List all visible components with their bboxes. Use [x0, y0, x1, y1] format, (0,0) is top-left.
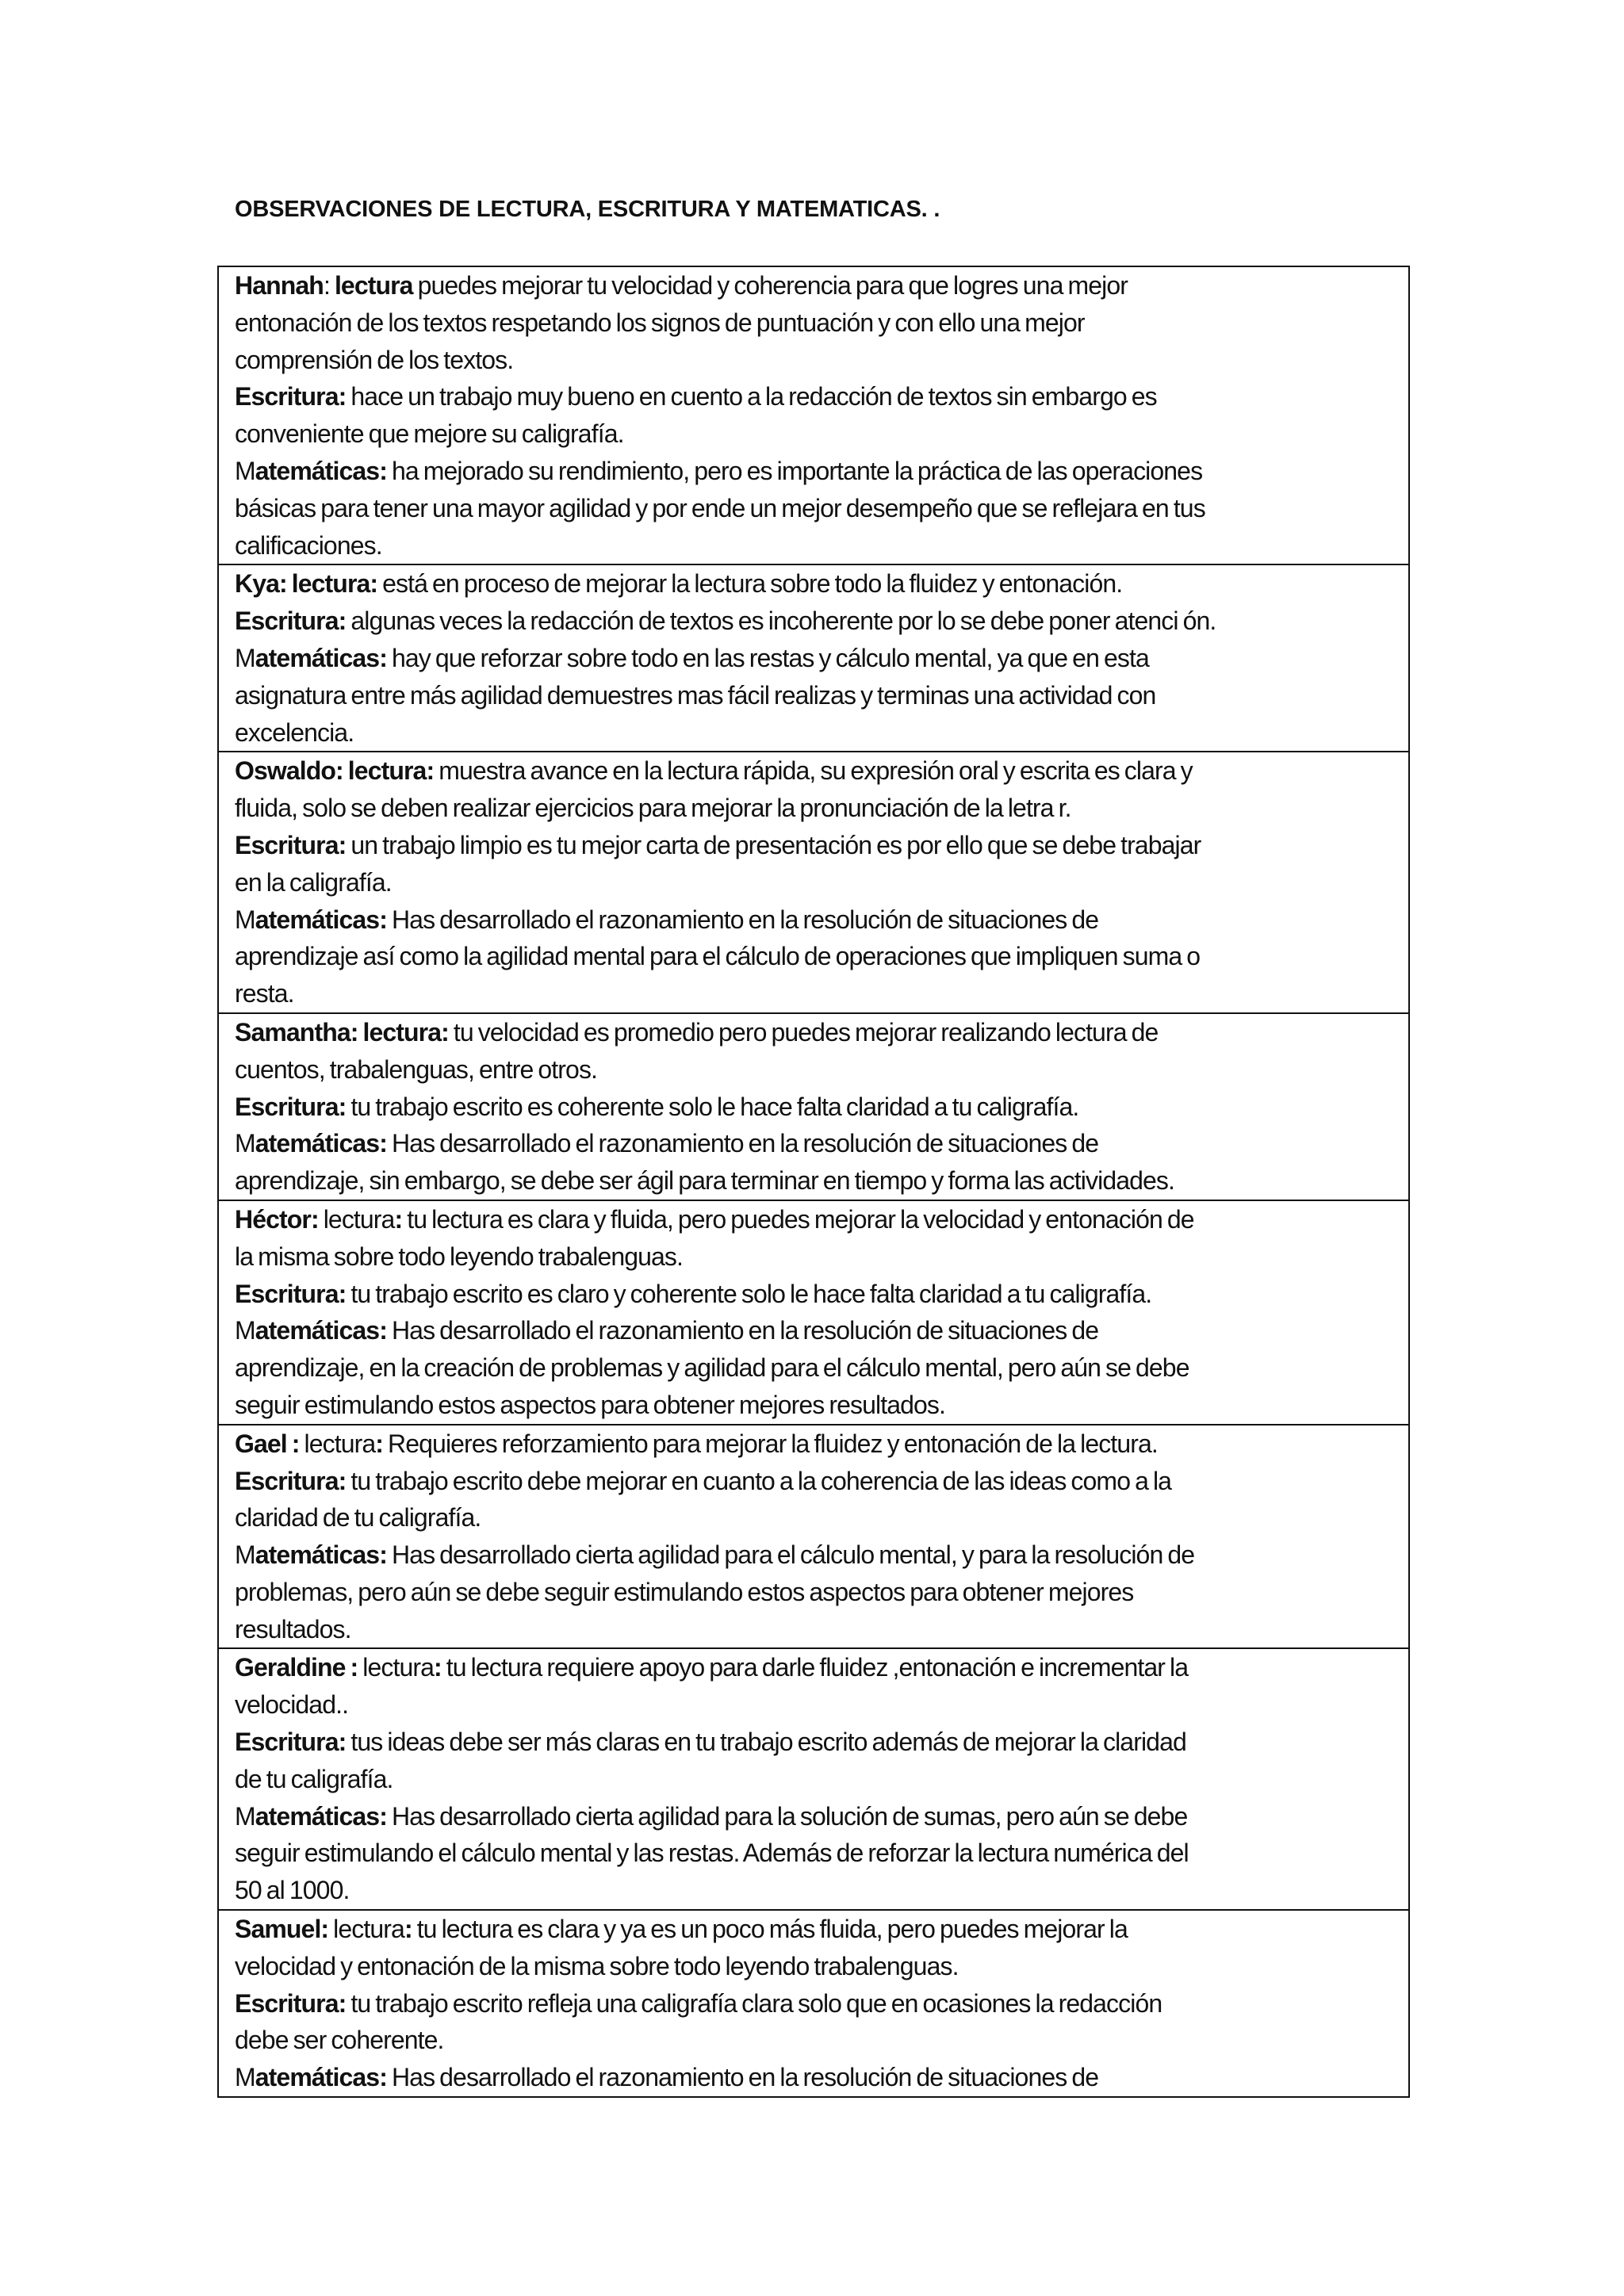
student-observation-cell	[218, 1648, 1409, 1910]
student-observation-cell	[218, 1425, 1409, 1649]
observation-text: tu velocidad es promedio pero puedes mejorar realizando lectura de	[448, 1017, 1159, 1047]
observation-text: Has desarrollado el razonamiento en la resolución de situaciones de	[386, 2063, 1099, 2092]
observation-line	[235, 1238, 1396, 1276]
observation-line	[235, 2059, 1396, 2096]
student-row	[218, 1425, 1409, 1649]
observation-text: Has desarrollado cierta agilidad para la solución de sumas, pero aún se debe	[386, 1801, 1188, 1831]
observation-text: muestra avance en la lectura rápida, su expresión oral y escrita es clara y	[434, 756, 1193, 786]
observation-text: conveniente que mejore su caligrafía.	[235, 419, 624, 449]
observation-text: tu trabajo escrito refleja una caligrafía clara solo que en ocasiones la redacción	[346, 1988, 1162, 2018]
observation-line	[235, 453, 1396, 490]
observation-line	[235, 1276, 1396, 1313]
bold-label-text: Gael :	[235, 1429, 300, 1458]
observation-line	[235, 827, 1396, 864]
student-observation-cell	[218, 1013, 1409, 1200]
observation-line	[235, 1162, 1396, 1200]
observation-text: está en proceso de mejorar la lectura sobre todo la fluidez y entonación.	[377, 569, 1123, 599]
observation-text: algunas veces la redacción de textos es incoherente por lo se debe poner atenci ón.	[346, 607, 1216, 636]
bold-label-text: :	[404, 1915, 412, 1944]
observation-line	[235, 1125, 1396, 1162]
observation-text: aprendizaje así como la agilidad mental para el cálculo de operaciones que impliquen suma o	[235, 942, 1201, 971]
bold-label-text: lectura	[334, 271, 413, 300]
observation-line	[235, 1872, 1396, 1909]
observation-line	[235, 1649, 1396, 1686]
observation-text: :	[323, 271, 335, 300]
observation-text: tus ideas debe ser más claras en tu trabajo escrito además de mejorar la claridad	[346, 1728, 1186, 1757]
bold-label-text: Escritura:	[235, 1728, 347, 1757]
observation-text: seguir estimulando el cálculo mental y las restas. Además de reforzar la lectura numérica del	[235, 1839, 1189, 1868]
observation-text: Has desarrollado cierta agilidad para el cálculo mental, y para la resolución de	[386, 1540, 1195, 1570]
student-observation-cell	[218, 1200, 1409, 1425]
observation-text: la misma sobre todo leyendo trabalenguas.	[235, 1242, 684, 1271]
observation-line	[235, 714, 1396, 752]
observation-text: tu trabajo escrito es coherente solo le hace falta claridad a tu caligrafía.	[346, 1092, 1079, 1121]
observation-line	[235, 1014, 1396, 1051]
bold-label-text: :	[394, 1204, 403, 1234]
observation-text: un trabajo limpio es tu mejor carta de presentación es por ello que se debe trabajar	[346, 830, 1201, 859]
observation-text: M	[235, 1129, 255, 1158]
bold-label-text: Escritura:	[235, 1466, 347, 1495]
observation-text: de tu caligrafía.	[235, 1764, 393, 1793]
observation-line	[235, 864, 1396, 901]
observation-line	[235, 1499, 1396, 1536]
observation-text: Requieres reforzamiento para mejorar la fluidez y entonación de la lectura.	[383, 1429, 1158, 1458]
bold-label-text: atemáticas:	[255, 456, 387, 485]
observation-text: 50 al 1000.	[235, 1876, 350, 1905]
observation-text: entonación de los textos respetando los signos de puntuación y con ello una mejor	[235, 308, 1085, 337]
observation-text: M	[235, 456, 255, 485]
observation-text: problemas, pero aún se debe seguir estimulando estos aspectos para obtener mejores	[235, 1577, 1134, 1606]
observation-line	[235, 1536, 1396, 1574]
observation-text: asignatura entre más agilidad demuestres mas fácil realizas y terminas una actividad con	[235, 680, 1156, 710]
observation-line	[235, 790, 1396, 827]
observation-line	[235, 415, 1396, 453]
observation-line	[235, 1985, 1396, 2022]
observations-table-body	[218, 266, 1409, 2097]
observation-text: cuentos, trabalenguas, entre otros.	[235, 1054, 598, 1084]
bold-label-text: atemáticas:	[255, 2063, 387, 2092]
observation-line	[235, 975, 1396, 1012]
bold-label-text: Escritura:	[235, 830, 347, 859]
student-observation-cell	[218, 752, 1409, 1013]
observation-line	[235, 304, 1396, 342]
observation-text: excelencia.	[235, 718, 354, 747]
bold-label-text: Escritura:	[235, 1988, 347, 2018]
observation-line	[235, 1574, 1396, 1611]
observation-line	[235, 1201, 1396, 1238]
bold-label-text: atemáticas:	[255, 1540, 387, 1570]
observation-line	[235, 342, 1396, 379]
observation-text: M	[235, 905, 255, 934]
observation-text: M	[235, 643, 255, 672]
bold-label-text: Samantha: lectura:	[235, 1017, 449, 1047]
bold-label-text: Héctor:	[235, 1204, 319, 1234]
observation-line	[235, 603, 1396, 640]
observation-text: lectura	[299, 1429, 376, 1458]
observation-text: lectura	[318, 1204, 395, 1234]
observation-text: resultados.	[235, 1614, 351, 1644]
observation-line	[235, 490, 1396, 527]
observation-text: M	[235, 2063, 255, 2092]
bold-label-text: atemáticas:	[255, 1801, 387, 1831]
observation-line	[235, 1349, 1396, 1387]
observation-text: en la caligrafía.	[235, 867, 392, 897]
observation-line	[235, 640, 1396, 677]
observation-text: comprensión de los textos.	[235, 345, 514, 374]
observation-line	[235, 1686, 1396, 1724]
observation-text: velocidad y entonación de la misma sobre todo leyendo trabalenguas.	[235, 1951, 959, 1980]
observations-table	[217, 266, 1410, 2098]
bold-label-text: Samuel:	[235, 1915, 329, 1944]
observation-text: lectura	[328, 1915, 404, 1944]
observation-text: aprendizaje, en la creación de problemas y agilidad para el cálculo mental, pero aún se debe	[235, 1353, 1189, 1383]
observation-text: calificaciones.	[235, 530, 382, 560]
observation-line	[235, 1761, 1396, 1798]
observation-text: Has desarrollado el razonamiento en la resolución de situaciones de	[386, 1316, 1099, 1345]
student-row	[218, 1013, 1409, 1200]
observation-text: lectura	[358, 1653, 435, 1682]
observation-line	[235, 1611, 1396, 1648]
observation-line	[235, 901, 1396, 939]
observation-text: tu trabajo escrito debe mejorar en cuanto a la coherencia de las ideas como a la	[346, 1466, 1172, 1495]
observation-line	[235, 2022, 1396, 2059]
observation-line	[235, 527, 1396, 564]
observation-line	[235, 1387, 1396, 1424]
observation-text: tu trabajo escrito es claro y coherente solo le hace falta claridad a tu caligrafía.	[346, 1279, 1152, 1308]
observation-text: resta.	[235, 979, 294, 1008]
observation-line	[235, 1089, 1396, 1126]
observation-text: velocidad..	[235, 1690, 349, 1720]
observation-line	[235, 677, 1396, 714]
student-row	[218, 1648, 1409, 1910]
observation-line	[235, 1835, 1396, 1872]
observation-text: fluida, solo se deben realizar ejercicios para mejorar la pronunciación de la letra r.	[235, 794, 1071, 823]
bold-label-text: Escritura:	[235, 1092, 347, 1121]
bold-label-text: Escritura:	[235, 607, 347, 636]
bold-label-text: Escritura:	[235, 382, 347, 411]
observation-text: tu lectura requiere apoyo para darle fluidez ,entonación e incrementar la	[441, 1653, 1189, 1682]
observation-text: tu lectura es clara y ya es un poco más fluida, pero puedes mejorar la	[412, 1915, 1128, 1944]
observation-line	[235, 1312, 1396, 1349]
observation-text: M	[235, 1801, 255, 1831]
bold-label-text: atemáticas:	[255, 1316, 387, 1345]
observation-text: hace un trabajo muy bueno en cuento a la redacción de textos sin embargo es	[346, 382, 1157, 411]
observation-text: básicas para tener una mayor agilidad y por ende un mejor desempeño que se reflejara en tus	[235, 493, 1205, 522]
bold-label-text: Oswaldo: lectura:	[235, 756, 435, 786]
student-row	[218, 752, 1409, 1013]
student-row	[218, 1200, 1409, 1425]
observation-text: tu lectura es clara y fluida, pero puedes mejorar la velocidad y entonación de	[402, 1204, 1194, 1234]
bold-label-text: atemáticas:	[255, 643, 387, 672]
observation-text: M	[235, 1540, 255, 1570]
observation-text: M	[235, 1316, 255, 1345]
document-title: OBSERVACIONES DE LECTURA, ESCRITURA Y MATEMATICAS. .	[235, 197, 940, 222]
observation-line	[235, 938, 1396, 975]
observation-line	[235, 1051, 1396, 1089]
observation-line	[235, 1798, 1396, 1835]
bold-label-text: Escritura:	[235, 1279, 347, 1308]
observation-line	[235, 378, 1396, 415]
observation-line	[235, 752, 1396, 790]
observation-text: debe ser coherente.	[235, 2026, 444, 2055]
observation-text: Has desarrollado el razonamiento en la resolución de situaciones de	[386, 905, 1099, 934]
observation-line	[235, 1948, 1396, 1985]
observation-line	[235, 1911, 1396, 1948]
bold-label-text: :	[434, 1653, 442, 1682]
observation-text: hay que reforzar sobre todo en las restas y cálculo mental, ya que en esta	[386, 643, 1149, 672]
bold-label-text: :	[375, 1429, 384, 1458]
student-observation-cell	[218, 266, 1409, 564]
observation-line	[235, 1724, 1396, 1761]
bold-label-text: atemáticas:	[255, 1129, 387, 1158]
observation-line	[235, 1425, 1396, 1463]
student-row	[218, 564, 1409, 752]
observation-line	[235, 1463, 1396, 1500]
student-observation-cell	[218, 1910, 1409, 2097]
observation-text: Has desarrollado el razonamiento en la resolución de situaciones de	[386, 1129, 1099, 1158]
bold-label-text: Kya: lectura:	[235, 569, 378, 599]
observation-text: aprendizaje, sin embargo, se debe ser ágil para terminar en tiempo y forma las actividades.	[235, 1166, 1174, 1196]
bold-label-text: Geraldine :	[235, 1653, 358, 1682]
observation-line	[235, 267, 1396, 304]
observation-text: claridad de tu caligrafía.	[235, 1503, 481, 1533]
student-observation-cell	[218, 564, 1409, 752]
observation-text: ha mejorado su rendimiento, pero es importante la práctica de las operaciones	[386, 456, 1203, 485]
bold-label-text: atemáticas:	[255, 905, 387, 934]
student-row	[218, 1910, 1409, 2097]
bold-label-text: Hannah	[235, 271, 324, 300]
student-row	[218, 266, 1409, 564]
observation-line	[235, 565, 1396, 603]
observation-text: seguir estimulando estos aspectos para obtener mejores resultados.	[235, 1390, 946, 1419]
observation-text: puedes mejorar tu velocidad y coherencia para que logres una mejor	[412, 271, 1128, 300]
